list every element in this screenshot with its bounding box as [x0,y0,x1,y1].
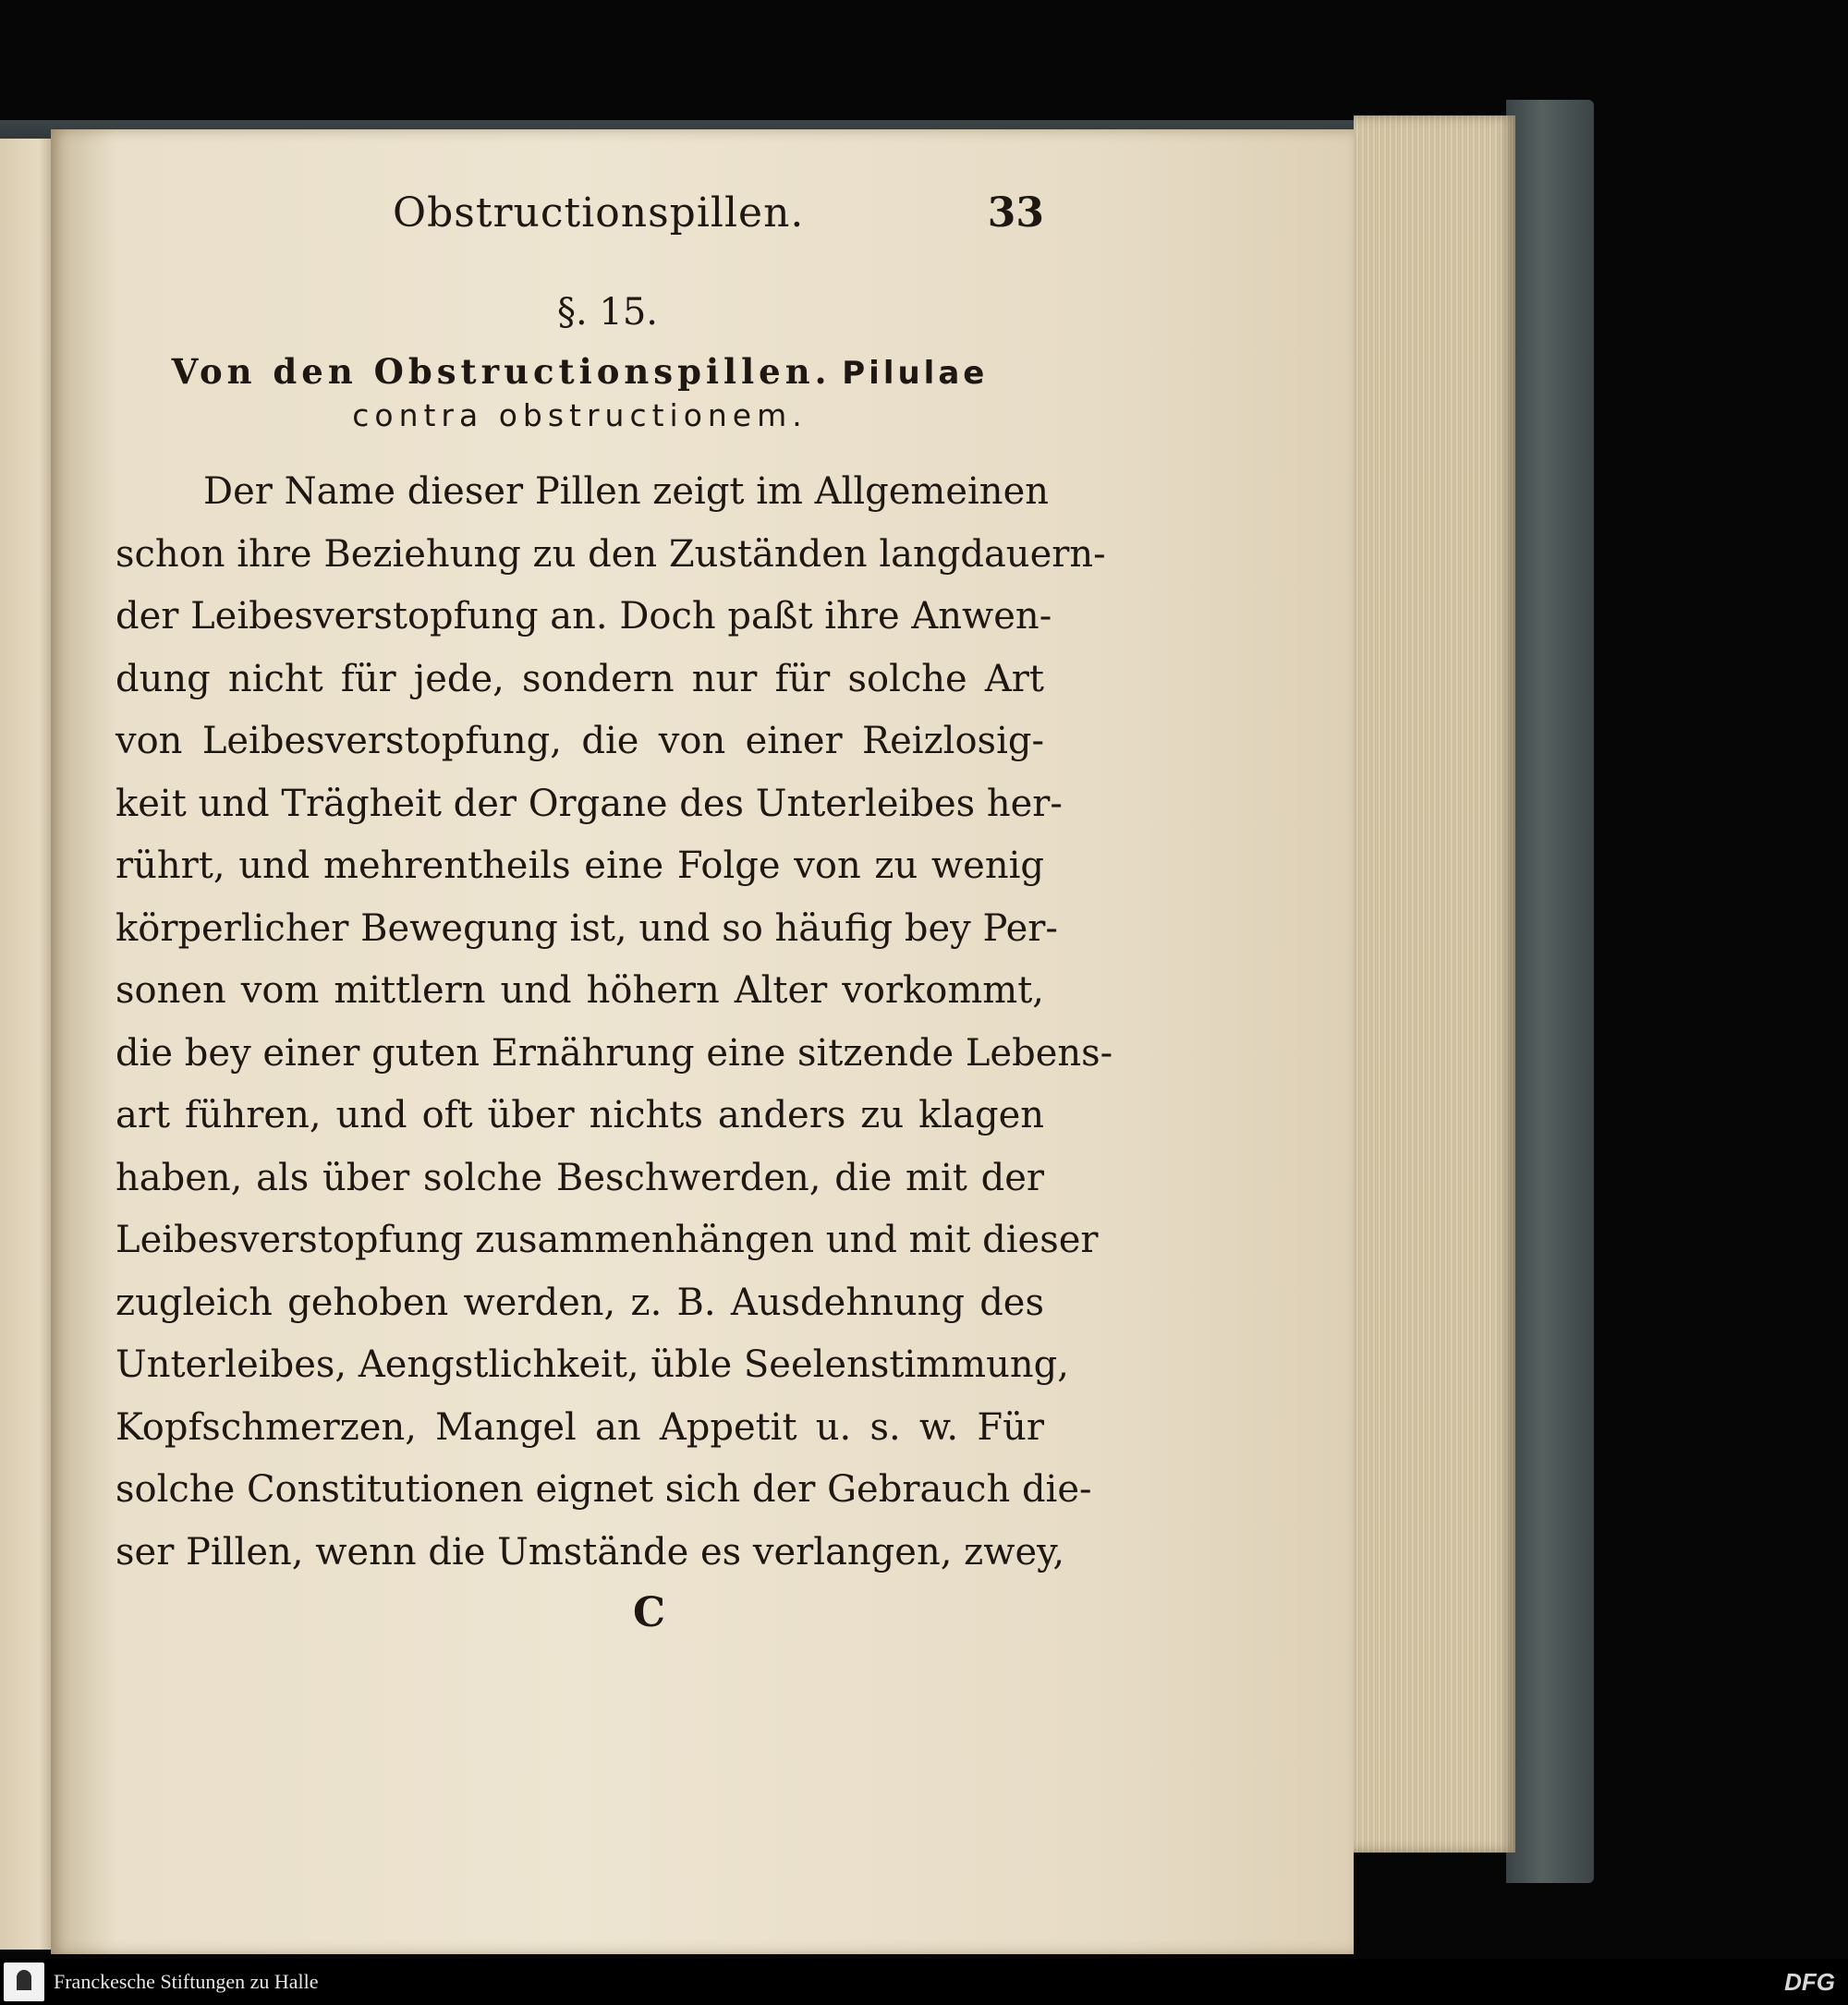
text-line: die bey einer guten Ernährung eine sitzende Lebens- [116,1031,1113,1075]
heading-latin-part2: contra obstructionem. [352,397,808,433]
text-line: sonen vom mittlern und höhern Alter vorkommt, [116,969,1044,1012]
running-head [116,189,1044,263]
heading-german: Von den Obstructionspillen. [171,351,832,392]
book-cover-right-edge [1506,100,1594,1883]
page-number: 33 [987,189,1044,237]
institution-name: Franckesche Stiftungen zu Halle [54,1970,319,1993]
page-text-block [116,189,1113,1636]
left-page-edge [0,139,55,1950]
text-line: Der Name dieser Pillen zeigt im Allgemeinen [203,470,1049,513]
text-line: keit und Trägheit der Organe des Unterleibes her- [116,782,1063,825]
footer-bar [0,1959,1848,2005]
page-stack-edge [1354,115,1515,1853]
text-line: zugleich gehoben werden, z. B. Ausdehnung des [116,1281,1044,1324]
text-line: haben, als über solche Beschwerden, die mit der [116,1156,1044,1199]
text-line: solche Constitutionen eignet sich der Gebrauch die- [116,1468,1092,1511]
text-line: rührt, und mehrentheils eine Folge von zu wenig [116,845,1044,887]
signature-mark: C [632,1589,666,1636]
text-line: art führen, und oft über nichts anders zu klagen [116,1094,1044,1136]
text-line: Leibesverstopfung zusammenhängen und mit dieser [116,1219,1099,1261]
text-line: ser Pillen, wenn die Umstände es verlangen, zwey, [116,1530,1065,1574]
section-heading [116,350,1044,437]
text-line: von Leibesverstopfung, die von einer Reizlosig- [116,720,1044,762]
institution-logo-icon [4,1962,44,2001]
text-line: Unterleibes, Aengstlichkeit, üble Seelenstimmung, [116,1343,1069,1386]
heading-latin-part1: Pilulae [842,355,989,392]
text-line: schon ihre Beziehung zu den Zuständen langdauern- [116,532,1106,576]
body-paragraph [116,461,1113,1584]
text-line: dung nicht für jede, sondern nur für solche Art [116,657,1044,700]
text-line: Kopfschmerzen, Mangel an Appetit u. s. w. Für [116,1405,1044,1449]
text-line: körperlicher Bewegung ist, und so häufig bey Per- [116,906,1058,950]
running-title: Obstructionspillen. [393,189,805,237]
text-line: der Leibesverstopfung an. Doch paßt ihre Anwen- [116,595,1052,638]
section-number: §. 15. [556,291,659,334]
funder-logo: DFG [1784,1968,1835,1996]
